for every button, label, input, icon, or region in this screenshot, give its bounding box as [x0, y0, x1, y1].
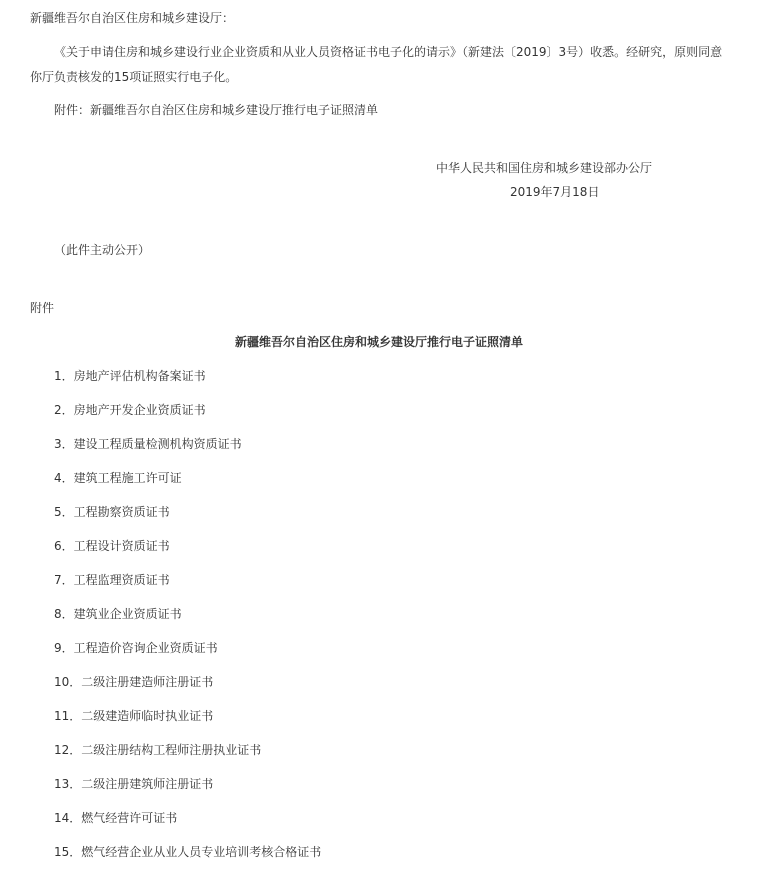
list-item: 14．燃气经营许可证书: [54, 811, 178, 825]
issue-date: 2019年7月18日: [510, 185, 600, 199]
list-item: 15．燃气经营企业从业人员专业培训考核合格证书: [54, 845, 322, 859]
disclosure-note: （此件主动公开）: [54, 243, 151, 257]
list-item: 2．房地产开发企业资质证书: [54, 403, 206, 417]
issuer: 中华人民共和国住房和城乡建设部办公厅: [436, 161, 653, 175]
attachment-note: 附件：新疆维吾尔自治区住房和城乡建设厅推行电子证照清单: [54, 103, 379, 117]
list-item: 4．建筑工程施工许可证: [54, 471, 182, 485]
list-item: 9．工程造价咨询企业资质证书: [54, 641, 218, 655]
list-item: 8．建筑业企业资质证书: [54, 607, 182, 621]
list-item: 5．工程勘察资质证书: [54, 505, 170, 519]
list-item: 3．建设工程质量检测机构资质证书: [54, 437, 242, 451]
list-item: 12．二级注册结构工程师注册执业证书: [54, 743, 262, 757]
list-item: 1．房地产评估机构备案证书: [54, 369, 206, 383]
list-item: 7．工程监理资质证书: [54, 573, 170, 587]
list-item: 6．工程设计资质证书: [54, 539, 170, 553]
list-item: 11．二级建造师临时执业证书: [54, 709, 214, 723]
body-paragraph: 《关于申请住房和城乡建设行业企业资质和从业人员资格证书电子化的请示》（新建法〔2019〕3号）收悉。经研究，原则同意你厅负责核发的15项证照实行电子化。: [30, 45, 723, 84]
annex-label: 附件: [30, 301, 55, 315]
list-title: 新疆维吾尔自治区住房和城乡建设厅推行电子证照清单: [234, 335, 523, 349]
list-item: 13．二级注册建筑师注册证书: [54, 777, 214, 791]
list-item: 10．二级注册建造师注册证书: [54, 675, 214, 689]
addressee: 新疆维吾尔自治区住房和城乡建设厅：: [30, 11, 235, 25]
